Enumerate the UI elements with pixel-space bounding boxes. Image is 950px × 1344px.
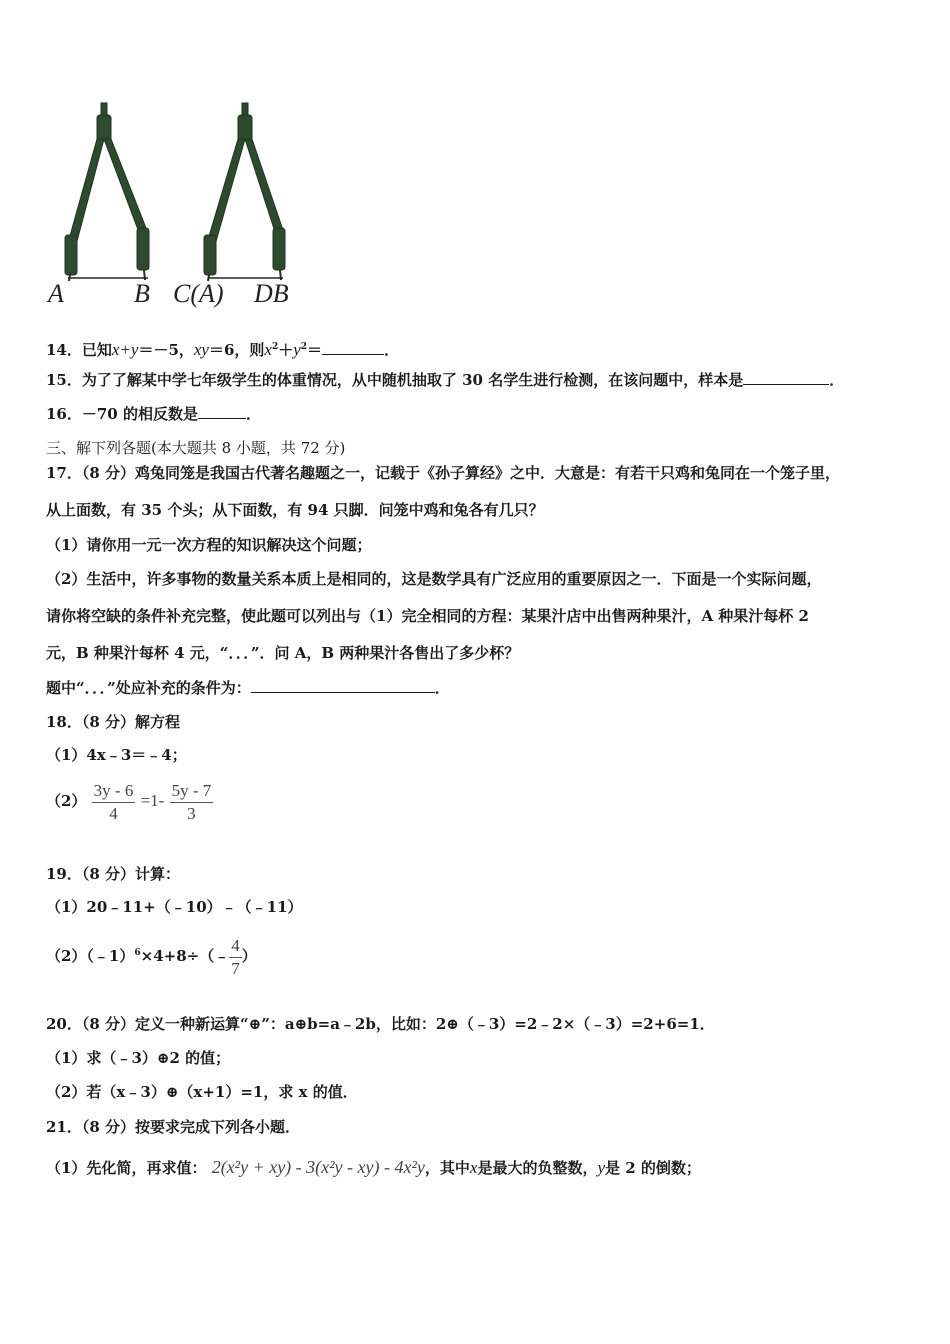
question-18-part-2: （2） $\frac{3y - 6}{4}$ =1- $\frac{5y - 7}{3}$ — [46, 780, 212, 823]
expression: 2(x²y + xy) - 3(x²y - xy) - 4x²y — [211, 1157, 425, 1177]
question-17-line-1: 17．（8 分）鸡兔同笼是我国古代著名趣题之一，记载于《孙子算经》之中．大意是：有若干只鸡和兔同在一个笼子里， — [46, 464, 841, 482]
question-17-line-2: 从上面数，有 35 个头；从下面数，有 94 只脚．问笼中鸡和兔各有几只？ — [46, 501, 544, 519]
compass-2-icon — [204, 103, 285, 281]
question-19-title: 19．（8 分）计算： — [46, 865, 181, 883]
question-17-blank-line: 题中“．．．”处应补充的条件为： ． — [46, 679, 450, 697]
question-14: 14．已知x+y＝－5，xy＝6，则$x^2+y^2=$ ． — [46, 340, 400, 359]
question-19-part-1: （1）20﹣11+（﹣10）﹣（﹣11） — [46, 898, 303, 916]
label-db: DB — [254, 279, 289, 308]
answer-blank-17[interactable] — [251, 678, 435, 693]
question-17-part-2-line-2: 请你将空缺的条件补充完整，使此题可以列出与（1）完全相同的方程：某果汁店中出售两种果汁，A 种果汁每杯 2 — [46, 607, 809, 625]
answer-blank-14[interactable] — [322, 340, 384, 355]
question-20-title: 20．（8 分）定义一种新运算“⊕”：a⊕b=a﹣2b，比如：2⊕（﹣3）=2﹣2×（﹣3）=2+6=1． — [46, 1015, 715, 1033]
fraction-2: $\frac{5y - 7}{3}$ — [171, 780, 212, 823]
label-b: B — [134, 279, 150, 308]
answer-blank-15[interactable] — [743, 370, 829, 385]
question-17-part-2-line-1: （2）生活中，许多事物的数量关系本质上是相同的，这是数学具有广泛应用的重要原因之一．下面是一个实际问题， — [46, 570, 822, 588]
question-21-title: 21．（8 分）按要求完成下列各小题． — [46, 1118, 301, 1136]
compass-figure — [40, 95, 310, 315]
label-ca: C(A) — [173, 279, 224, 308]
answer-blank-16[interactable] — [198, 404, 246, 419]
fraction-3: $\frac{4}{7}$ — [231, 935, 240, 978]
question-19-part-2: （2）（﹣1）$^6$×4+8÷（﹣ $\frac{4}{7}$ ） — [46, 935, 257, 978]
compass-1-icon — [65, 103, 149, 281]
question-16: 16．－70 的相反数是 ． — [46, 405, 261, 423]
question-18-title: 18．（8 分）解方程 — [46, 713, 181, 731]
question-17-part-2-line-3: 元，B 种果汁每杯 4 元，“．．．”．问 A，B 两种果汁各售出了多少杯？ — [46, 644, 520, 662]
fraction-1: $\frac{3y - 6}{4}$ — [93, 780, 134, 823]
question-21-part-1: （1）先化简，再求值： 2(x²y + xy) - 3(x²y - xy) - 4x²y，其中x是最大的负整数，y是 2 的倒数； — [46, 1157, 701, 1177]
question-18-part-1: （1）4x﹣3＝﹣4； — [46, 746, 187, 764]
question-20-part-2: （2）若（x﹣3）⊕（x+1）=1，求 x 的值． — [46, 1083, 358, 1101]
section-3-heading: 三、解下列各题(本大题共 8 小题，共 72 分) — [46, 439, 346, 457]
question-17-part-1: （1）请你用一元一次方程的知识解决这个问题； — [46, 536, 372, 554]
question-20-part-1: （1）求（﹣3）⊕2 的值； — [46, 1049, 231, 1067]
label-a: A — [48, 279, 64, 308]
question-15: 15．为了了解某中学七年级学生的体重情况，从中随机抽取了 30 名学生进行检测，在该问题中，样本是 ． — [46, 371, 845, 389]
